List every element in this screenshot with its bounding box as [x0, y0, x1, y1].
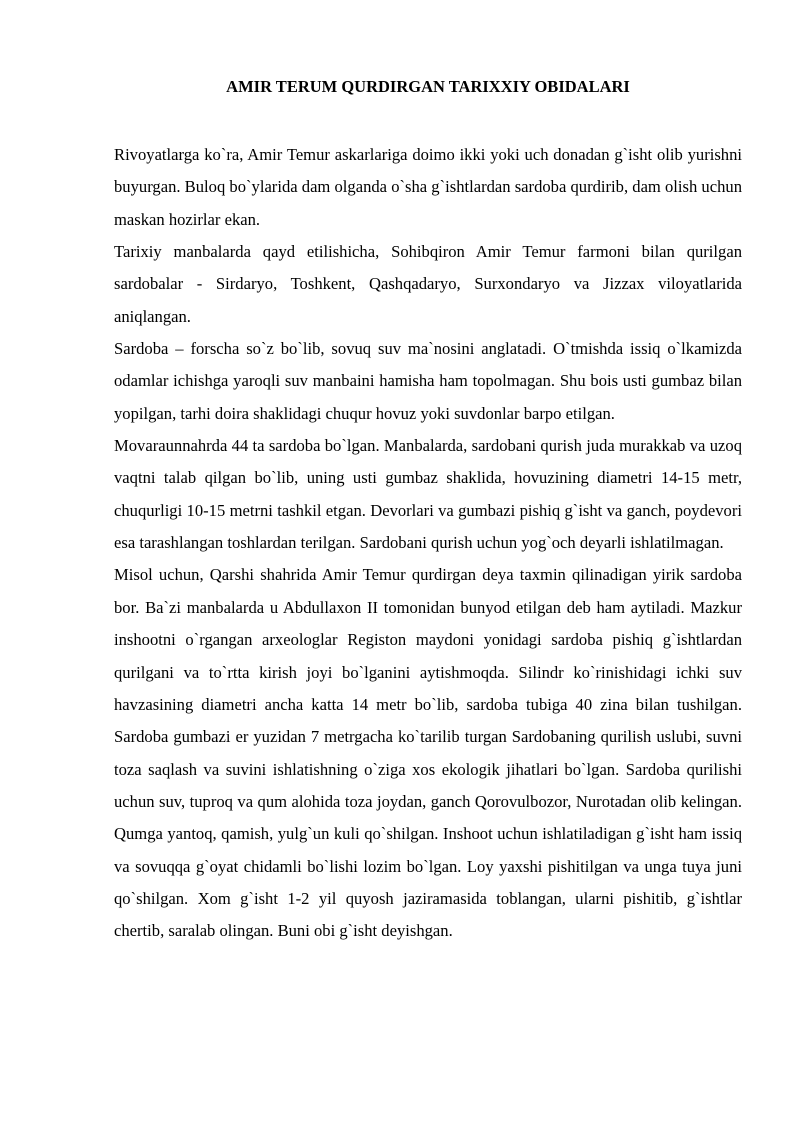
paragraph-3: Sardoba – forscha so`z bo`lib, sovuq suv ma`nosini anglatadi. O`tmishda issiq o`lkamizda odamlar ichishga yaroqli suv manbaini hamisha ham topolmagan. Shu bois usti gumbaz bilan yopilgan, tarhi doira shaklidagi chuqur hovuz yoki suvdonlar barpo etilgan.: [114, 339, 742, 423]
paragraph-5: Misol uchun, Qarshi shahrida Amir Temur qurdirgan deya taxmin qilinadigan yirik sardoba bor. Ba`zi manbalarda u Abdullaxon II tomonidan bunyod etilgan deb ham aytiladi. Mazkur inshootni o`rgangan arxeologlar Registon maydoni yonidagi sardoba pishiq g`ishtlardan qurilgani va to`rtta kirish joyi bo`lganini aytishmoqda. Silindr ko`rinishidagi ichki suv havzasining diametri ancha katta 14 metr bo`lib, sardoba tubiga 40 zina bilan tushilgan. Sardoba gumbazi er yuzidan 7 metrgacha ko`tarilib turgan Sardobaning qurilish uslubi, suvni toza saqlash va suvini ishlatishning o`ziga xos ekologik jihatlari bo`lgan. Sardoba qurilishi uchun suv, tuproq va qum alohida toza joydan, ganch Qorovulbozor, Nurotadan olib kelingan. Qumga yantoq, qamish, yulg`un kuli qo`shilgan. Inshoot uchun ishlatiladigan g`isht ham issiq va sovuqqa g`oyat chidamli bo`lishi lozim bo`lgan. Loy yaxshi pishitilgan va unga tuya juni qo`shilgan. Xom g`isht 1-2 yil quyosh jaziramasida toblangan, ularni pishitib, g`ishtlar chertib, saralab olingan. Buni obi g`isht deyishgan.: [114, 565, 742, 941]
paragraph-1: Rivoyatlarga ko`ra, Amir Temur askarlariga doimo ikki yoki uch donadan g`isht olib yurishni buyurgan. Buloq bo`ylarida dam olganda o`sha g`ishtlardan sardoba qurdirib, dam olish uchun maskan hozirlar ekan.: [114, 145, 742, 229]
document-title: AMIR TERUM QURDIRGAN TARIXXIY OBIDALARI: [226, 77, 630, 96]
document-body: [114, 139, 742, 948]
paragraph-4: Movaraunnahrda 44 ta sardoba bo`lgan. Manbalarda, sardobani qurish juda murakkab va uzoq vaqtni talab qilgan bo`lib, uning usti gumbaz shaklida, hovuzining diametri 14-15 metr, chuqurligi 10-15 metrni tashkil etgan. Devorlari va gumbazi pishiq g`isht va ganch, poydevori esa tarashlangan toshlardan terilgan. Sardobani qurish uchun yog`och deyarli ishlatilmagan.: [114, 436, 742, 553]
paragraph-2: Tarixiy manbalarda qayd etilishicha, Sohibqiron Amir Temur farmoni bilan qurilgan sardobalar - Sirdaryo, Toshkent, Qashqadaryo, Surxondaryo va Jizzax viloyatlarida aniqlangan.: [114, 242, 742, 326]
